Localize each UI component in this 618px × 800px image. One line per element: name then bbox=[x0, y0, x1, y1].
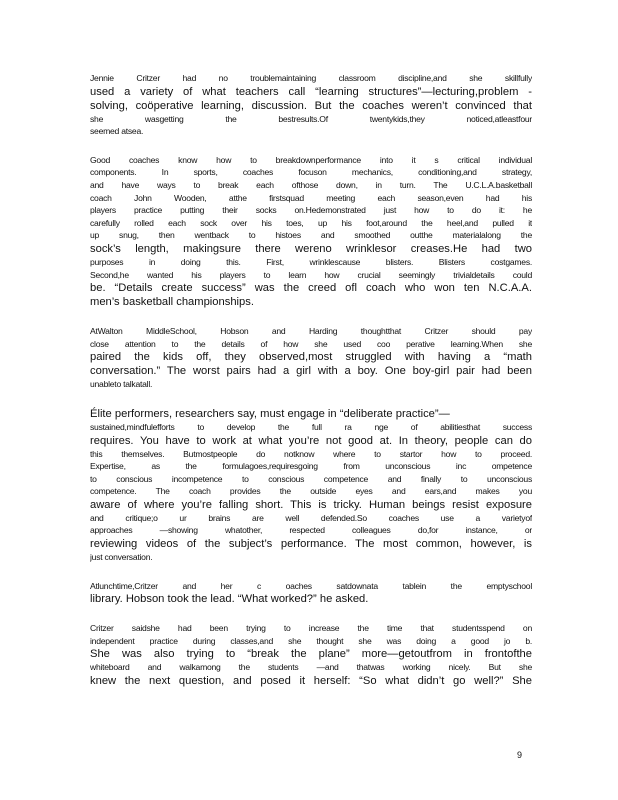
text-line: seemed atsea. bbox=[90, 126, 144, 137]
text-line: sustained,mindfulefforts to develop the full ra nge of abilitiesthat success bbox=[90, 421, 532, 432]
text-line: up snug, then wentback to histoes and smoothed outthe materialalong the bbox=[90, 230, 532, 241]
page-number: 9 bbox=[517, 750, 523, 760]
text-line: purposes in doing this. First, wrinklescause blisters. Blisters costgames. bbox=[90, 256, 532, 267]
text-line: requires. You have to work at what you’re not good at. In theory, people can do bbox=[90, 434, 532, 447]
text-line: Atlunchtime,Critzer and her c oaches satdownata tablein the emptyschool bbox=[90, 580, 532, 591]
paragraph bbox=[90, 154, 532, 309]
text-line: approaches —showing whatother, respected colleagues do,for instance, or bbox=[90, 525, 532, 536]
paragraph bbox=[90, 580, 532, 607]
text-line: competence. The coach provides the outside eyes and ears,and makes you bbox=[90, 486, 532, 497]
text-line: coach John Wooden, atthe firstsquad meeting each season,even had his bbox=[90, 192, 532, 203]
text-line: and critique;o ur brains are well defended.So coaches use a varietyof bbox=[90, 512, 532, 523]
text-line: just conversation. bbox=[90, 552, 153, 563]
text-line: Good coaches know how to breakdownperformance into it s critical individual bbox=[90, 154, 532, 165]
text-line: conversation.” The worst pairs had a girl with a boy. One boy-girl pair had been bbox=[90, 365, 532, 378]
text-line: she wasgetting the bestresults.Of twentykids,they noticed,atleastfour bbox=[90, 113, 532, 124]
text-line: unableto talkatall. bbox=[90, 379, 153, 390]
text-line: and have ways to break each ofthose down, in turn. The U.C.L.A.basketball bbox=[90, 179, 532, 190]
text-line: to conscious incompetence to conscious competence and finally to unconscious bbox=[90, 473, 532, 484]
paragraph bbox=[90, 622, 532, 688]
text-line: close attention to the details of how she used coo perative learning.When she bbox=[90, 338, 532, 349]
body-text bbox=[90, 72, 532, 704]
text-line: aware of where you’re falling short. This is tricky. Human beings resist exposure bbox=[90, 498, 532, 511]
text-line: AtWalton MiddleSchool, Hobson and Harding thoughtthat Critzer should pay bbox=[90, 326, 532, 337]
text-line: Expertise, as the formulagoes,requiresgoing from unconscious inc ompetence bbox=[90, 461, 532, 472]
text-line: paired the kids off, they observed,most struggled with having a “math bbox=[90, 351, 532, 364]
text-line: used a variety of what teachers call “learning structures”—lecturing,problem - bbox=[90, 85, 532, 98]
text-line: reviewing videos of the subject’s performance. The most common, however, is bbox=[90, 538, 532, 551]
text-line: be. “Details create success” was the creed ofl coach who won ten N.C.A.A. bbox=[90, 282, 532, 295]
text-line: independent practice during classes,and she thought she was doing a good jo b. bbox=[90, 635, 532, 646]
text-line: She was also trying to “break the plane” more—getoutfrom in frontofthe bbox=[90, 648, 532, 661]
text-line: solving, coöperative learning, discussion. But the coaches weren’t convinced that bbox=[90, 99, 532, 112]
text-line: components. In sports, coaches focuson mechanics, conditioning,and strategy, bbox=[90, 167, 532, 178]
text-line: Jennie Critzer had no troublemaintaining classroom discipline,and she skillfully bbox=[90, 73, 532, 83]
paragraph bbox=[90, 325, 532, 391]
paragraph bbox=[90, 407, 532, 564]
text-line: players practice putting their socks on.Hedemonstrated just how to do it: he bbox=[90, 205, 532, 216]
text-line: Second,he wanted his players to learn how crucial seemingly trivialdetails could bbox=[90, 269, 532, 280]
text-line: knew the next question, and posed it herself: “So what didn’t go well?” She bbox=[90, 675, 532, 688]
text-line: men’s basketball championships. bbox=[90, 296, 254, 309]
text-line: carefully rolled each sock over his toes, up his foot,around the heel,and pulled it bbox=[90, 217, 532, 228]
text-line: Critzer saidshe had been trying to increase the time that studentsspend on bbox=[90, 623, 532, 634]
text-line: Élite performers, researchers say, must engage in “deliberate practice”— bbox=[90, 407, 450, 420]
text-line: this themselves. Butmostpeople do notknow where to startor how to proceed. bbox=[90, 448, 532, 459]
text-line: whiteboard and walkamong the students —and thatwas working nicely. But she bbox=[90, 662, 532, 673]
text-line: sock’s length, makingsure there wereno wrinklesor creases.He had two bbox=[90, 242, 532, 255]
paragraph bbox=[90, 72, 532, 138]
text-line: library. Hobson took the lead. “What worked?” he asked. bbox=[90, 593, 369, 606]
